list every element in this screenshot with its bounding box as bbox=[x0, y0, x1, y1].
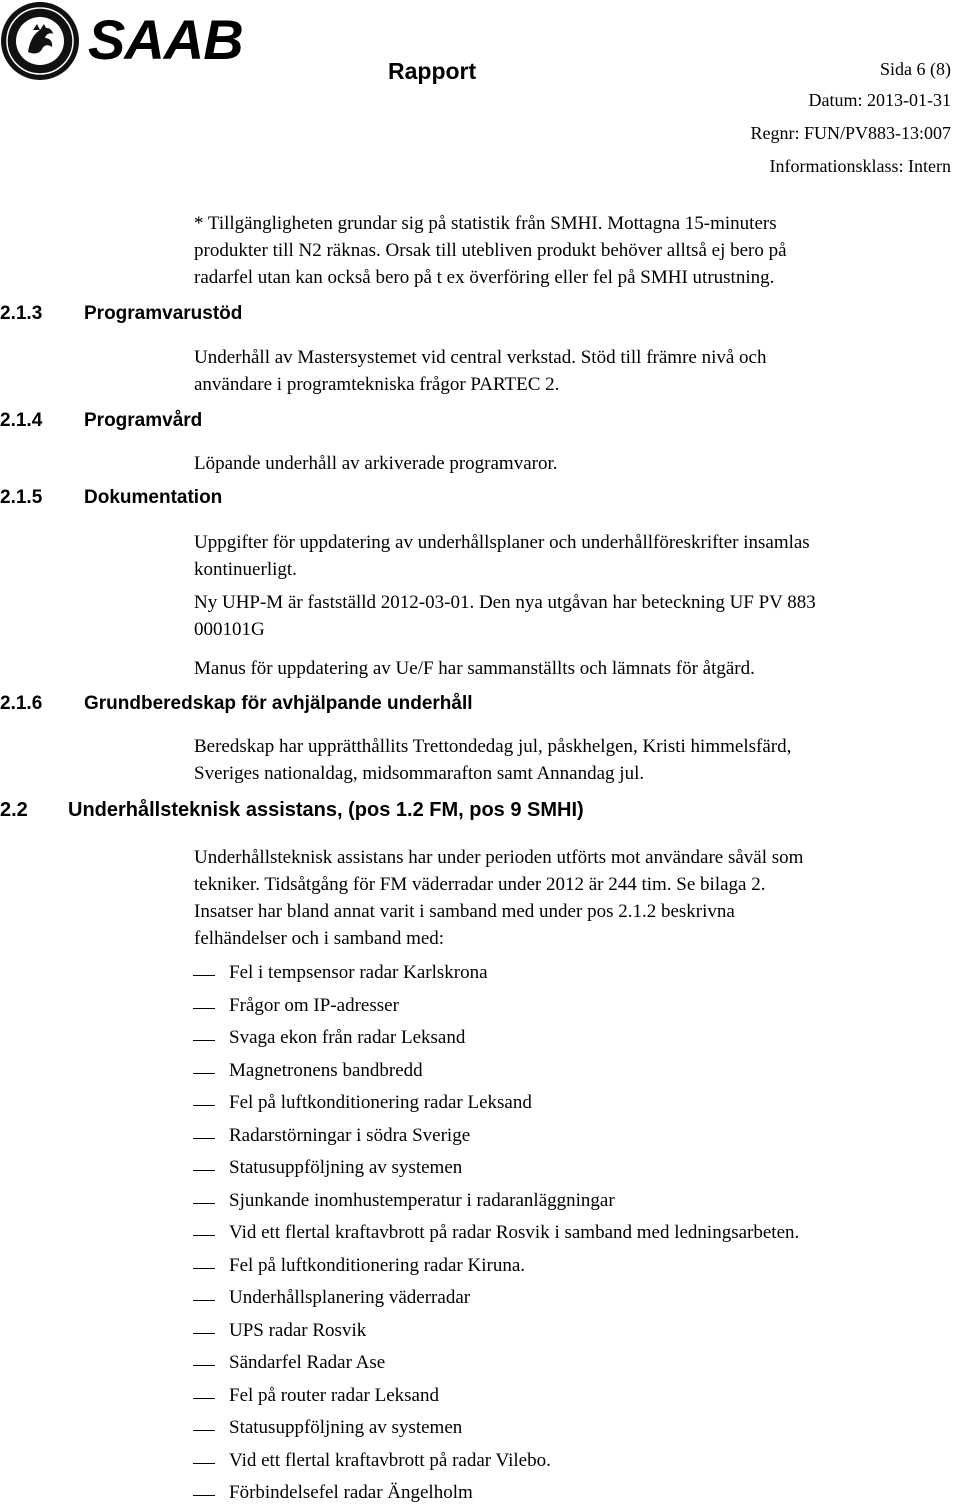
paragraph-line: Insatser har bland annat varit i samband med under pos 2.1.2 beskrivna bbox=[194, 901, 735, 922]
dash-bullet bbox=[193, 1040, 215, 1041]
saab-wordmark: SAAB bbox=[88, 8, 243, 71]
heading-title: Dokumentation bbox=[84, 487, 223, 508]
list-item-text: Sändarfel Radar Ase bbox=[229, 1352, 386, 1373]
heading-number: 2.1.5 bbox=[0, 487, 43, 508]
list-item-text: Frågor om IP-adresser bbox=[229, 995, 399, 1016]
dash-bullet bbox=[193, 1300, 215, 1301]
heading-number: 2.2 bbox=[0, 799, 28, 821]
dash-bullet bbox=[193, 1430, 215, 1431]
intro-line: radarfel utan kan också bero på t ex överföring eller fel på SMHI utrustning. bbox=[194, 267, 775, 288]
heading-title: Programvarustöd bbox=[84, 303, 243, 324]
paragraph-line: Manus för uppdatering av Ue/F har sammanställts och lämnats för åtgärd. bbox=[194, 658, 755, 679]
paragraph-line: Underhållsteknisk assistans har under perioden utförts mot användare såväl som bbox=[194, 847, 804, 868]
dash-bullet bbox=[193, 1365, 215, 1366]
paragraph-line: Ny UHP-M är fastställd 2012-03-01. Den nya utgåvan har beteckning UF PV 883 bbox=[194, 592, 816, 613]
heading-number: 2.1.6 bbox=[0, 693, 43, 714]
list-item-text: Statusuppföljning av systemen bbox=[229, 1417, 463, 1438]
paragraph-line: Löpande underhåll av arkiverade programvaror. bbox=[194, 453, 558, 474]
list-item-text: Statusuppföljning av systemen bbox=[229, 1157, 463, 1178]
list-item-text: Underhållsplanering väderradar bbox=[229, 1287, 471, 1308]
dash-bullet bbox=[193, 1268, 215, 1269]
list-item-text: Magnetronens bandbredd bbox=[229, 1060, 423, 1081]
dash-bullet bbox=[193, 1235, 215, 1236]
list-item-text: Förbindelsefel radar Ängelholm bbox=[229, 1482, 473, 1503]
dash-bullet bbox=[193, 1073, 215, 1074]
heading-title: Grundberedskap för avhjälpande underhåll bbox=[84, 693, 473, 714]
dash-bullet bbox=[193, 1170, 215, 1171]
dash-bullet bbox=[193, 975, 215, 976]
heading-number: 2.1.4 bbox=[0, 410, 43, 431]
heading-title: Underhållsteknisk assistans, (pos 1.2 FM, pos 9 SMHI) bbox=[68, 799, 584, 821]
list-item-text: Fel på luftkonditionering radar Leksand bbox=[229, 1092, 532, 1113]
list-item-text: UPS radar Rosvik bbox=[229, 1320, 367, 1341]
list-item-text: Sjunkande inomhustemperatur i radaranläggningar bbox=[229, 1190, 615, 1211]
dash-bullet bbox=[193, 1138, 215, 1139]
list-item-text: Fel i tempsensor radar Karlskrona bbox=[229, 962, 488, 983]
dash-bullet bbox=[193, 1105, 215, 1106]
paragraph-line: Sveriges nationaldag, midsommarafton samt Annandag jul. bbox=[194, 763, 645, 784]
paragraph-line: Uppgifter för uppdatering av underhållsplaner och underhållföreskrifter insamlas bbox=[194, 532, 810, 553]
list-item-text: Radarstörningar i södra Sverige bbox=[229, 1125, 471, 1146]
paragraph-line: tekniker. Tidsåtgång för FM väderradar under 2012 är 244 tim. Se bilaga 2. bbox=[194, 874, 766, 895]
paragraph-line: kontinuerligt. bbox=[194, 559, 297, 580]
intro-line: * Tillgängligheten grundar sig på statistik från SMHI. Mottagna 15-minuters bbox=[194, 213, 777, 234]
heading-number: 2.1.3 bbox=[0, 303, 43, 324]
list-item-text: Svaga ekon från radar Leksand bbox=[229, 1027, 466, 1048]
dash-bullet bbox=[193, 1495, 215, 1496]
paragraph-line: Underhåll av Mastersystemet vid central verkstad. Stöd till främre nivå och bbox=[194, 347, 767, 368]
document-date: Datum: 2013-01-31 bbox=[808, 90, 951, 110]
paragraph-line: 000101G bbox=[194, 619, 265, 640]
registration-number: Regnr: FUN/PV883-13:007 bbox=[750, 123, 951, 143]
list-item-text: Fel på luftkonditionering radar Kiruna. bbox=[229, 1255, 526, 1276]
list-item-text: Vid ett flertal kraftavbrott på radar Vilebo. bbox=[229, 1450, 551, 1471]
dash-bullet bbox=[193, 1333, 215, 1334]
page-number: Sida 6 (8) bbox=[880, 59, 951, 79]
list-item-text: Fel på router radar Leksand bbox=[229, 1385, 439, 1406]
heading-title: Programvård bbox=[84, 410, 203, 431]
paragraph-line: användare i programtekniska frågor PARTEC 2. bbox=[194, 374, 560, 395]
dash-bullet bbox=[193, 1008, 215, 1009]
intro-line: produkter till N2 räknas. Orsak till utebliven produkt behöver alltså ej bero på bbox=[194, 240, 787, 261]
dash-bullet bbox=[193, 1398, 215, 1399]
paragraph-line: Beredskap har upprätthållits Trettondedag jul, påskhelgen, Kristi himmelsfärd, bbox=[194, 736, 792, 757]
information-class: Informationsklass: Intern bbox=[769, 156, 951, 176]
paragraph-line: felhändelser och i samband med: bbox=[194, 928, 445, 949]
list-item-text: Vid ett flertal kraftavbrott på radar Rosvik i samband med ledningsarbeten. bbox=[229, 1222, 800, 1243]
dash-bullet bbox=[193, 1203, 215, 1204]
report-label: Rapport bbox=[388, 58, 477, 84]
dash-bullet bbox=[193, 1463, 215, 1464]
